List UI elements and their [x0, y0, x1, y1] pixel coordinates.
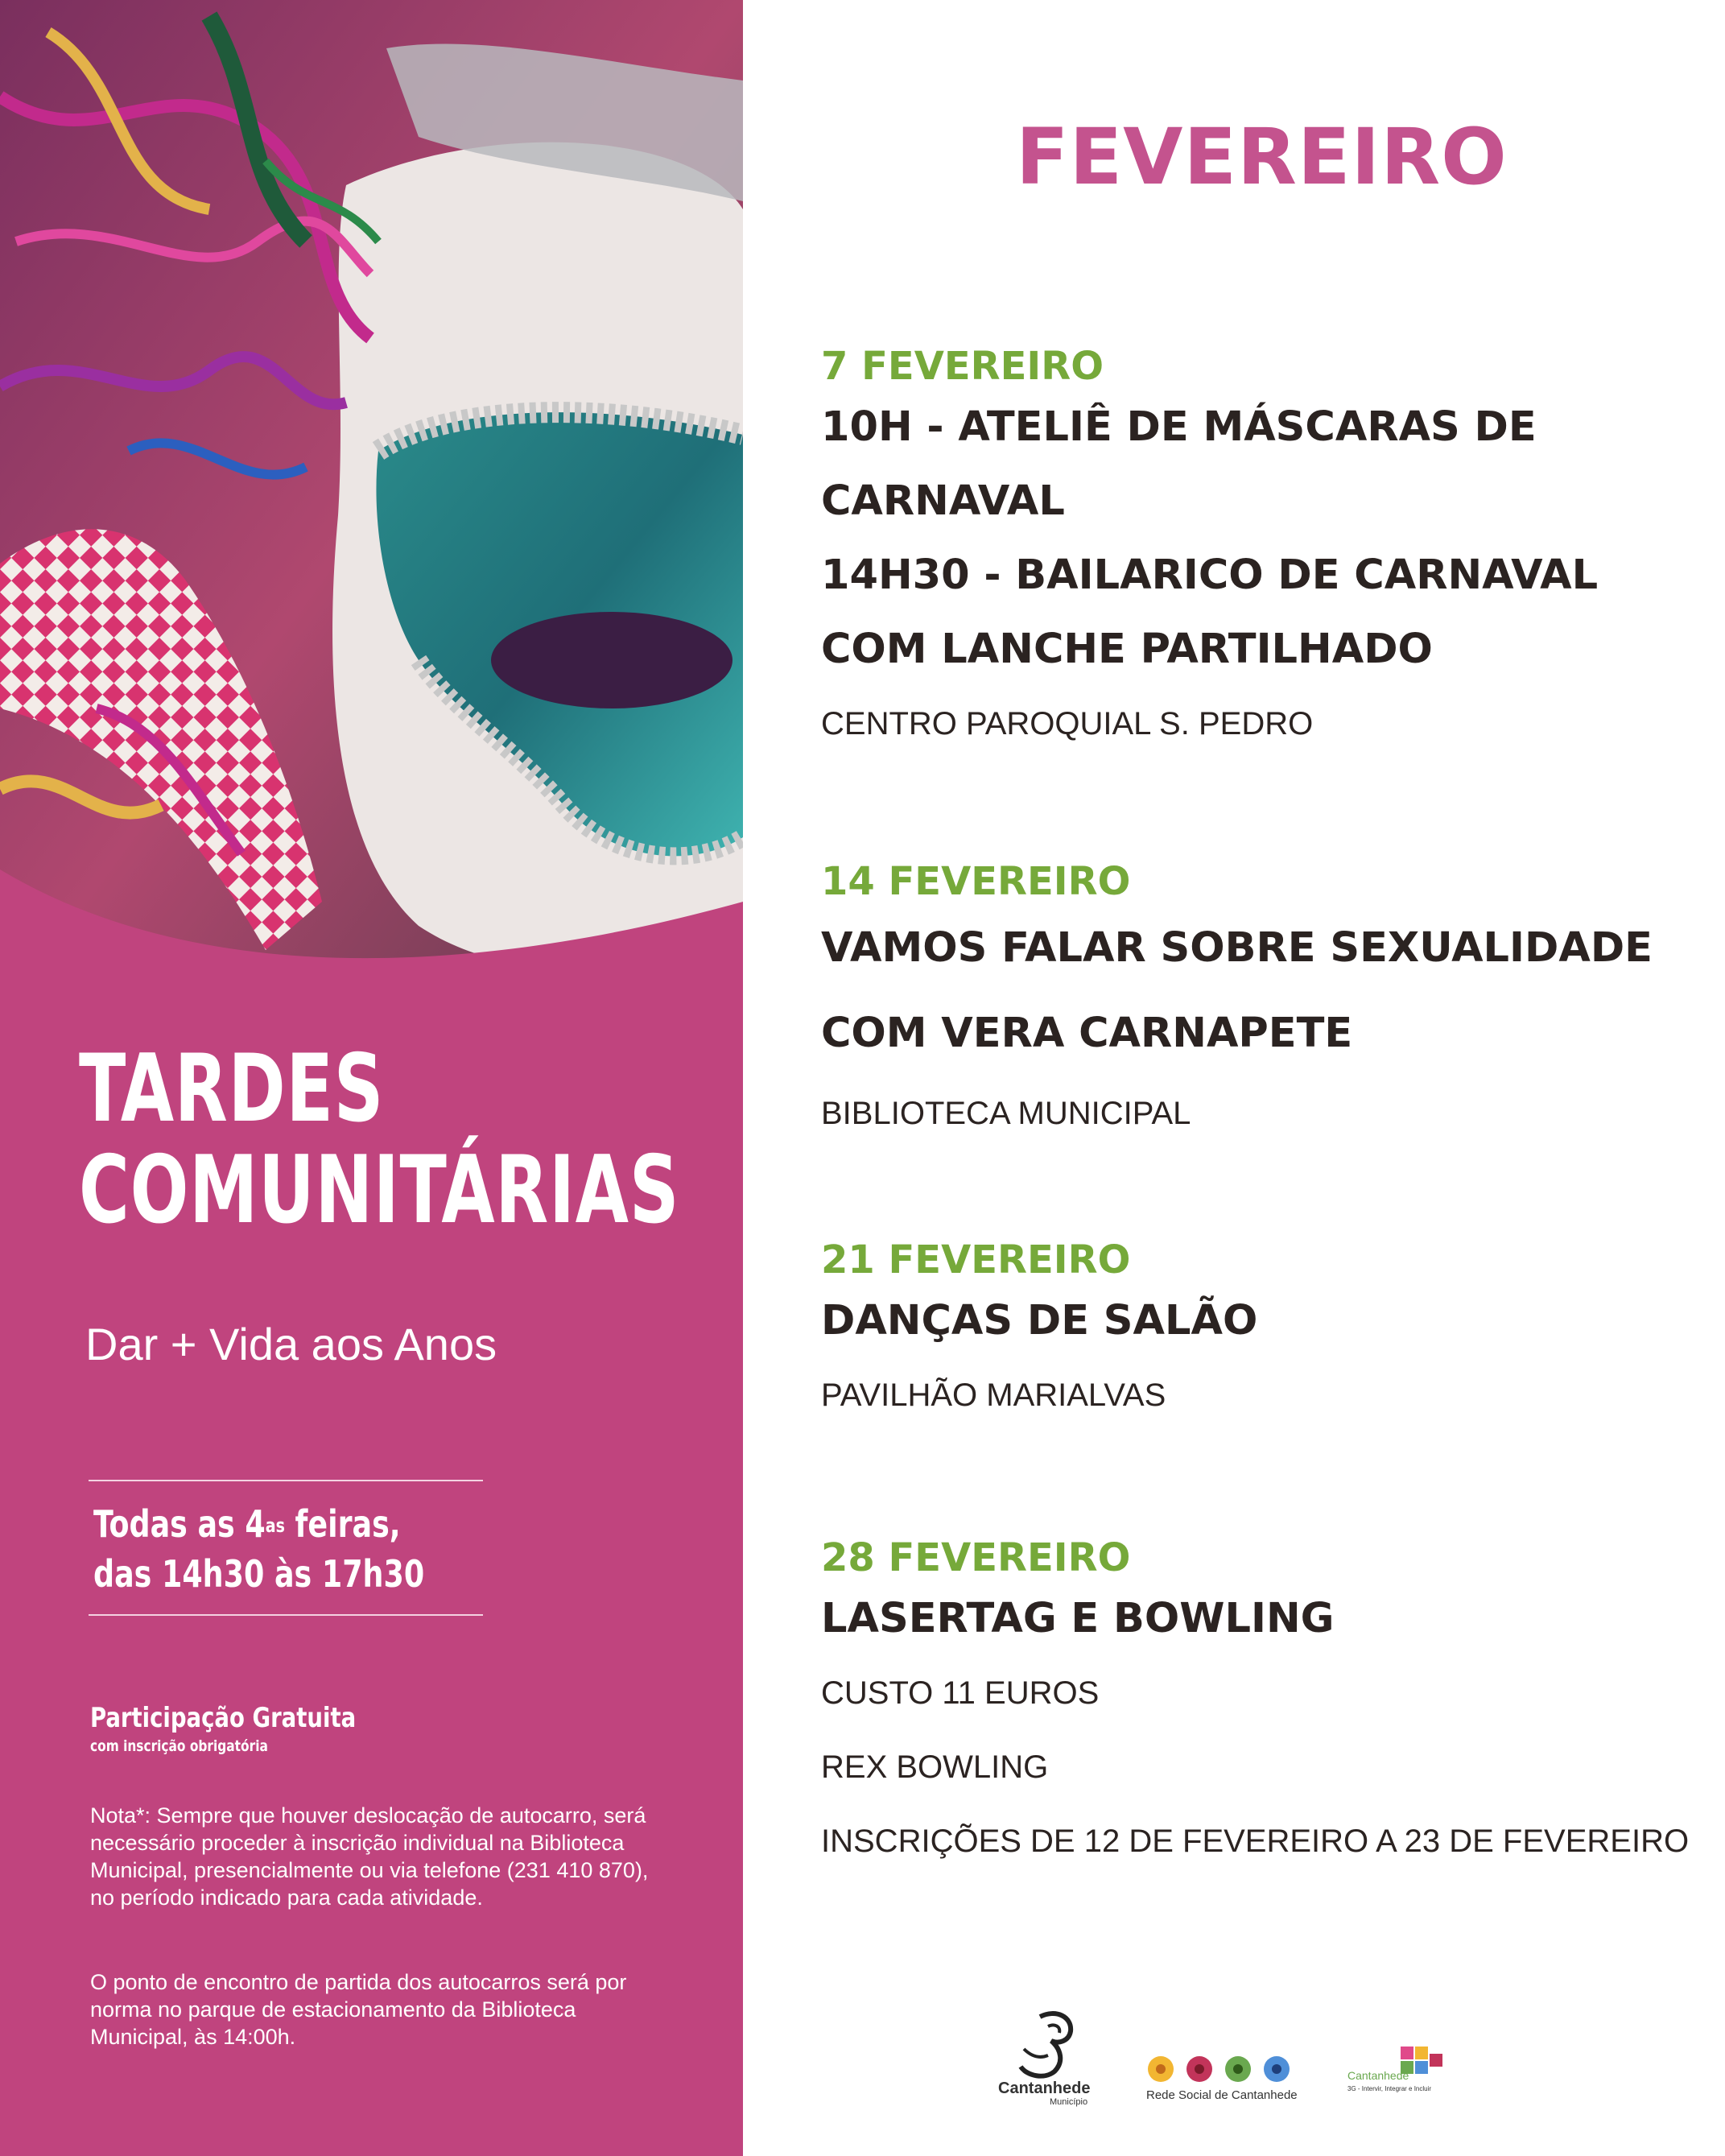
three-g-logo — [1344, 2045, 1465, 2105]
event-feb-21 — [821, 1236, 1706, 1432]
participation-title: Participação Gratuita — [90, 1702, 357, 1734]
event-title-line: COM VERA CARNAPETE — [821, 1010, 1353, 1057]
left-panel — [0, 0, 743, 2156]
participation-subtitle: com inscrição obrigatória — [90, 1737, 268, 1755]
carnival-mask-photo — [0, 0, 743, 1014]
cantanhede-logo-name: Cantanhede — [998, 2080, 1091, 2097]
event-feb-14 — [821, 857, 1706, 1150]
note-meeting-point: O ponto de encontro de partida dos autocarros será por norma no parque de estacionamento da Biblioteca Municipal, às 14:00h. — [90, 1970, 627, 2049]
flowers-icon — [1143, 2051, 1304, 2087]
event-cost: CUSTO 11 EUROS — [821, 1675, 1100, 1711]
rede-social-text: Rede Social de Cantanhede — [1146, 2088, 1298, 2102]
event-registration: INSCRIÇÕES DE 12 DE FEVEREIRO A 23 DE FEVEREIRO — [821, 1824, 1690, 1859]
event-date: 28 FEVEREIRO — [821, 1535, 1131, 1580]
event-location: PAVILHÃO MARIALVAS — [821, 1377, 1166, 1413]
event-title-line: 10H - ATELIÊ DE MÁSCARAS DE — [821, 403, 1537, 451]
cantanhede-logo-sub: Município — [1050, 2097, 1088, 2107]
schedule-line-1 — [93, 1499, 424, 1549]
event-title-line: 14H30 - BAILARICO DE CARNAVAL — [821, 551, 1599, 599]
rede-social-logo — [1143, 2051, 1304, 2108]
poster-title-line-1: TARDES — [79, 1035, 385, 1143]
three-g-subtitle: 3G - Intervir, Integrar e Incluir — [1347, 2085, 1432, 2092]
participation-block — [90, 1700, 386, 1757]
pelican-icon — [992, 2009, 1096, 2081]
month-title: FEVEREIRO — [1016, 112, 1508, 202]
schedule-days: Todas as 4 — [93, 1502, 266, 1546]
event-feb-7 — [821, 342, 1706, 761]
divider-bottom — [89, 1614, 483, 1616]
poster-subtitle: Dar + Vida aos Anos — [85, 1319, 497, 1369]
poster-title-line-2: COMUNITÁRIAS — [79, 1136, 680, 1245]
poster-title — [79, 1035, 680, 1245]
schedule-feiras: feiras, — [284, 1502, 401, 1546]
pink-wave-divider — [0, 869, 743, 1014]
event-title-line: VAMOS FALAR SOBRE SEXUALIDADE — [821, 924, 1653, 972]
three-g-name: Cantanhede — [1347, 2069, 1409, 2082]
event-date: 14 FEVEREIRO — [821, 859, 1131, 904]
schedule-block — [93, 1499, 424, 1599]
event-date: 7 FEVEREIRO — [821, 344, 1104, 389]
event-location: REX BOWLING — [821, 1749, 1049, 1785]
event-title-line: LASERTAG E BOWLING — [821, 1595, 1335, 1642]
event-location: BIBLIOTECA MUNICIPAL — [821, 1096, 1191, 1131]
note-transport: Nota*: Sempre que houver deslocação de autocarro, será necessário proceder à inscrição individual na Biblioteca Municipal, presencialmente ou via telefone (231 410 870), no período indicado para cada atividade. — [90, 1803, 649, 1910]
event-location: CENTRO PAROQUIAL S. PEDRO — [821, 706, 1314, 741]
carnival-mask-illustration — [0, 0, 743, 1014]
schedule-ordinal: as — [265, 1514, 285, 1537]
event-date: 21 FEVEREIRO — [821, 1237, 1131, 1282]
event-title-line: DANÇAS DE SALÃO — [821, 1297, 1258, 1344]
schedule-line-2: das 14h30 às 17h30 — [93, 1552, 425, 1596]
cantanhede-municipality-logo — [992, 2009, 1096, 2109]
event-title-line: CARNAVAL — [821, 477, 1065, 525]
divider-top — [89, 1480, 483, 1481]
event-feb-28 — [821, 1534, 1706, 1878]
event-title-line: COM LANCHE PARTILHADO — [821, 626, 1433, 673]
